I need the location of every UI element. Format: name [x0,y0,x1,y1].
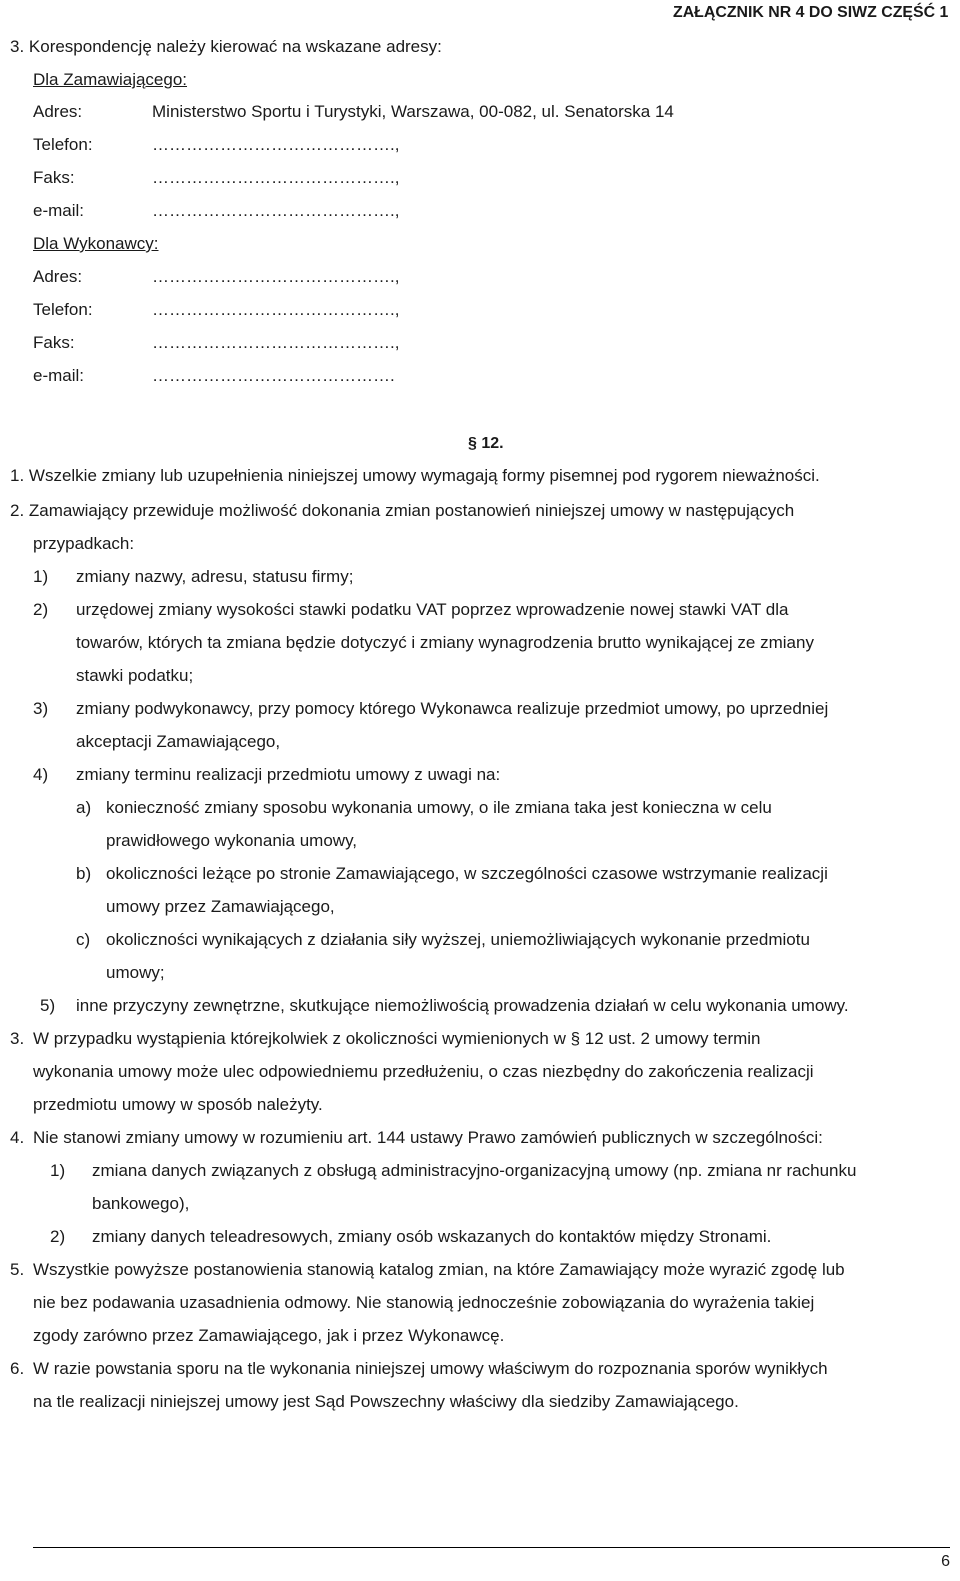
paragraph-4-item-1-number: 1) [50,1161,66,1180]
paragraph-6-number: 6. [10,1359,25,1378]
orderer-fax-label: Faks: [33,168,75,187]
correspondence-intro: 3. Korespondencję należy kierować na wskazane adresy: [10,37,442,56]
paragraph-5-line-1: Wszystkie powyższe postanowienia stanowią katalog zmian, na które Zamawiający może wyrazić zgodę lub [33,1260,845,1279]
contractor-fax-value: ……………………………………., [152,333,400,352]
item-3-line-1: zmiany podwykonawcy, przy pomocy którego Wykonawca realizuje przedmiot umowy, po uprzedniej [76,699,829,718]
item-2-number: 2) [33,600,49,619]
annex-header: ZAŁĄCZNIK NR 4 DO SIWZ CZĘŚĆ 1 [672,4,949,21]
contractor-email-label: e-mail: [33,366,85,385]
item-3-line-2: akceptacji Zamawiającego, [76,732,281,751]
contractor-heading: Dla Wykonawcy: [33,234,159,253]
item-1-number: 1) [33,567,49,586]
contractor-phone-value: ……………………………………., [152,300,400,319]
contractor-address-label: Adres: [33,267,83,286]
paragraph-2-line-1: 2. Zamawiający przewiduje możliwość dokonania zmian postanowień niniejszej umowy w następujących [10,501,795,520]
item-5-text: inne przyczyny zewnętrzne, skutkujące niemożliwością prowadzenia działań w celu wykonania umowy. [76,996,849,1015]
paragraph-3-line-1: W przypadku wystąpienia którejkolwiek z okoliczności wymienionych w § 12 ust. 2 umowy termin [33,1029,761,1048]
contractor-email-value: ……………………………………. [152,366,395,385]
paragraph-4-item-2-number: 2) [50,1227,66,1246]
orderer-phone-label: Telefon: [33,135,93,154]
item-4a-line-2: prawidłowego wykonania umowy, [106,831,358,850]
paragraph-1: 1. Wszelkie zmiany lub uzupełnienia niniejszej umowy wymagają formy pisemnej pod rygorem nieważności. [10,466,820,485]
paragraph-4-number: 4. [10,1128,25,1147]
paragraph-3-number: 3. [10,1029,25,1048]
item-4b-line-2: umowy przez Zamawiającego, [106,897,335,916]
orderer-phone-value: ……………………………………., [152,135,400,154]
page-number: 6 [941,1553,950,1570]
item-4c-line-2: umowy; [106,963,165,982]
paragraph-6-line-2: na tle realizacji niniejszej umowy jest Sąd Powszechny właściwy dla siedziby Zamawiającego. [33,1392,739,1411]
paragraph-3-line-3: przedmiotu umowy w sposób należyty. [33,1095,323,1114]
item-2-line-3: stawki podatku; [76,666,194,685]
item-2-line-2: towarów, których ta zmiana będzie dotyczyć i zmiany wynagrodzenia brutto wynikającej ze zmiany [76,633,814,652]
item-4c-line-1: okoliczności wynikających z działania siły wyższej, uniemożliwiających wykonanie przedmiotu [106,930,810,949]
paragraph-5-number: 5. [10,1260,25,1279]
item-5-number: 5) [40,996,56,1015]
paragraph-4-item-2-text: zmiany danych teleadresowych, zmiany osób wskazanych do kontaktów między Stronami. [92,1227,772,1246]
contractor-address-value: ……………………………………., [152,267,400,286]
paragraph-5-line-3: zgody zarówno przez Zamawiającego, jak i przez Wykonawcę. [33,1326,505,1345]
orderer-email-value: ……………………………………., [152,201,400,220]
contractor-fax-label: Faks: [33,333,75,352]
paragraph-6-line-1: W razie powstania sporu na tle wykonania niniejszej umowy właściwym do rozpoznania sporów wynikłych [33,1359,828,1378]
paragraph-2-line-2: przypadkach: [33,534,135,553]
orderer-address-label: Adres: [33,102,83,121]
item-4-number: 4) [33,765,49,784]
contractor-phone-label: Telefon: [33,300,93,319]
orderer-heading: Dla Zamawiającego: [33,70,188,89]
item-4b-letter: b) [76,864,92,883]
item-4-text: zmiany terminu realizacji przedmiotu umowy z uwagi na: [76,765,501,784]
item-4b-line-1: okoliczności leżące po stronie Zamawiającego, w szczególności czasowe wstrzymanie realizacji [106,864,828,883]
item-4c-letter: c) [76,930,91,949]
item-3-number: 3) [33,699,49,718]
orderer-address-value: Ministerstwo Sportu i Turystyki, Warszawa, 00-082, ul. Senatorska 14 [152,102,674,121]
item-4a-line-1: konieczność zmiany sposobu wykonania umowy, o ile zmiana taka jest konieczna w celu [106,798,772,817]
item-2-line-1: urzędowej zmiany wysokości stawki podatku VAT poprzez wprowadzenie nowej stawki VAT dla [76,600,789,619]
orderer-email-label: e-mail: [33,201,85,220]
paragraph-4-item-1-line-1: zmiana danych związanych z obsługą administracyjno-organizacyjną umowy (np. zmiana nr rachunku [92,1161,857,1180]
footer-divider [33,1547,950,1548]
item-1-text: zmiany nazwy, adresu, statusu firmy; [76,567,354,586]
item-4a-letter: a) [76,798,92,817]
paragraph-4-text: Nie stanowi zmiany umowy w rozumieniu art. 144 ustawy Prawo zamówień publicznych w szczególności: [33,1128,823,1147]
orderer-fax-value: ……………………………………., [152,168,400,187]
paragraph-5-line-2: nie bez podawania uzasadnienia odmowy. Nie stanowią jednocześnie zobowiązania do wyrażenia takiej [33,1293,815,1312]
section-title: § 12. [468,435,504,452]
paragraph-4-item-1-line-2: bankowego), [92,1194,190,1213]
paragraph-3-line-2: wykonania umowy może ulec odpowiedniemu przedłużeniu, o czas niezbędny do zakończenia realizacji [33,1062,814,1081]
